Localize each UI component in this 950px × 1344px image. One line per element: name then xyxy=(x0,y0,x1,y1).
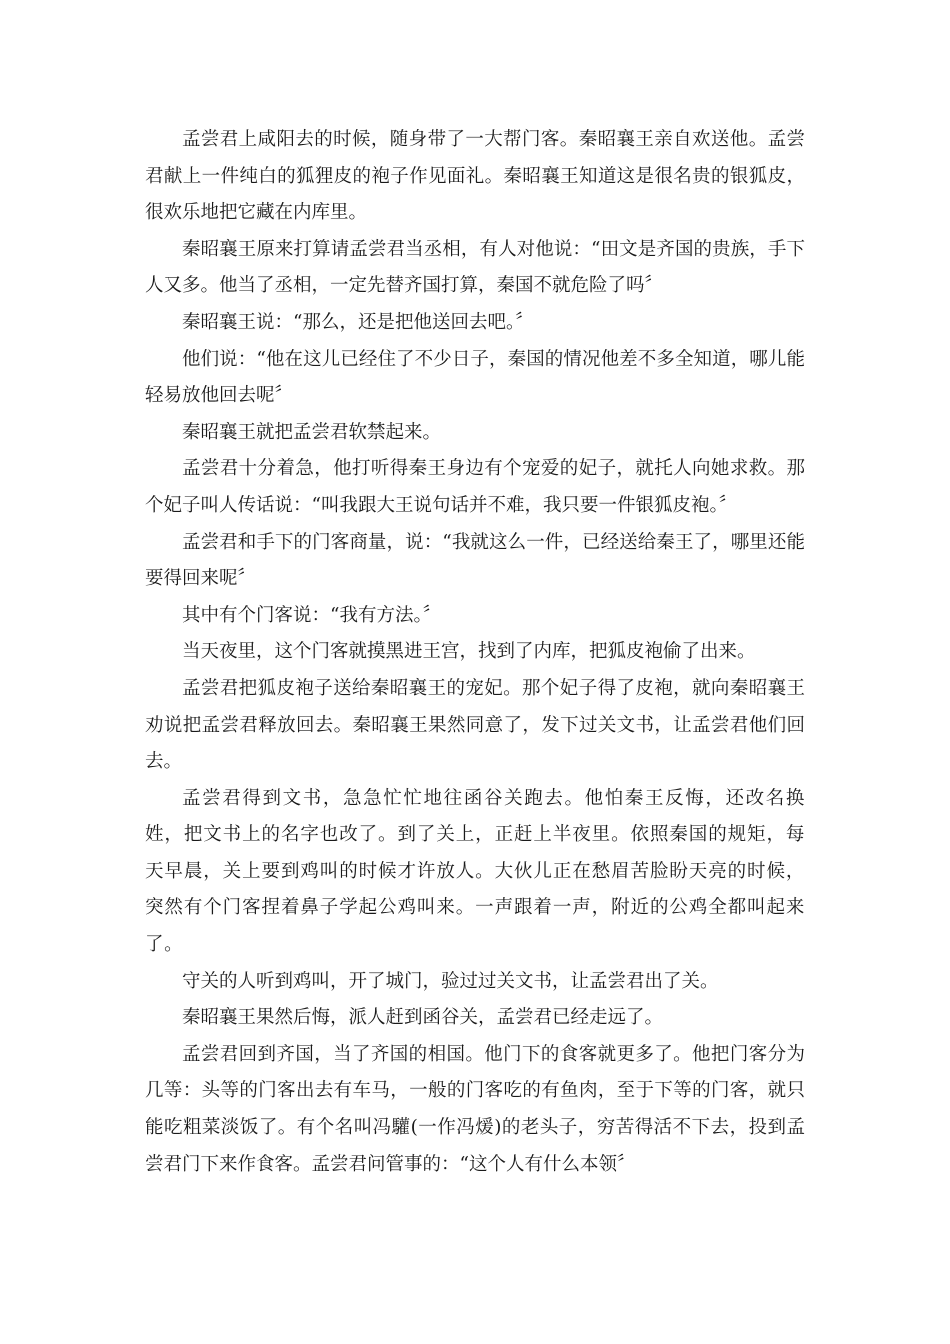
paragraph: 孟尝君和手下的门客商量，说：“我就这么一件，已经送给秦王了，哪里还能要得回来呢〞 xyxy=(145,531,805,590)
document-body xyxy=(145,122,805,1183)
paragraph: 孟尝君把狐皮袍子送给秦昭襄王的宠妃。那个妃子得了皮袍，就向秦昭襄王劝说把孟尝君释放回去。秦昭襄王果然同意了，发下过关文书，让孟尝君他们回去。 xyxy=(145,677,805,773)
paragraph: 秦昭襄王就把孟尝君软禁起来。 xyxy=(182,421,442,443)
paragraph: 秦昭襄王果然后悔，派人赶到函谷关，孟尝君已经走远了。 xyxy=(182,1007,664,1029)
paragraph: 其中有个门客说：“我有方法。〞 xyxy=(182,604,442,626)
paragraph: 守关的人听到鸡叫，开了城门，验过过关文书，让孟尝君出了关。 xyxy=(182,970,719,992)
paragraph: 秦昭襄王原来打算请孟尝君当丞相，有人对他说：“田文是齐国的贵族，手下人又多。他当了丞相，一定先替齐国打算，秦国不就危险了吗〞 xyxy=(145,238,805,297)
paragraph: 他们说：“他在这儿已经住了不少日子，秦国的情况他差不多全知道，哪儿能轻易放他回去呢〞 xyxy=(145,348,805,407)
paragraph: 秦昭襄王说：“那么，还是把他送回去吧。〞 xyxy=(182,311,534,333)
paragraph: 当天夜里，这个门客就摸黑进王宫，找到了内库，把狐皮袍偷了出来。 xyxy=(182,641,756,663)
paragraph: 孟尝君回到齐国，当了齐国的相国。他门下的食客就更多了。他把门客分为几等：头等的门客出去有车马，一般的门客吃的有鱼肉，至于下等的门客，就只能吃粗菜淡饭了。有个名叫冯驩(一作冯煖)的老头子，穷苦得活不下去，投到孟尝君门下来作食客。孟尝君问管事的：“这个人有什么本领〞 xyxy=(145,1043,805,1175)
paragraph: 孟尝君上咸阳去的时候，随身带了一大帮门客。秦昭襄王亲自欢送他。孟尝君献上一件纯白的狐狸皮的袍子作见面礼。秦昭襄王知道这是很名贵的银狐皮，很欢乐地把它藏在内库里。 xyxy=(145,129,805,224)
paragraph: 孟尝君得到文书，急急忙忙地往函谷关跑去。他怕秦王反悔，还改名换姓，把文书上的名字也改了。到了关上，正赶上半夜里。依照秦国的规矩，每天早晨，关上要到鸡叫的时候才许放人。大伙儿正在愁眉苦脸盼天亮的时候，突然有个门客捏着鼻子学起公鸡叫来。一声跟着一声，附近的公鸡全都叫起来了。 xyxy=(145,787,805,956)
paragraph: 孟尝君十分着急，他打听得秦王身边有个宠爱的妃子，就托人向她求救。那个妃子叫人传话说：“叫我跟大王说句话并不难，我只要一件银狐皮袍。〞 xyxy=(145,458,805,516)
